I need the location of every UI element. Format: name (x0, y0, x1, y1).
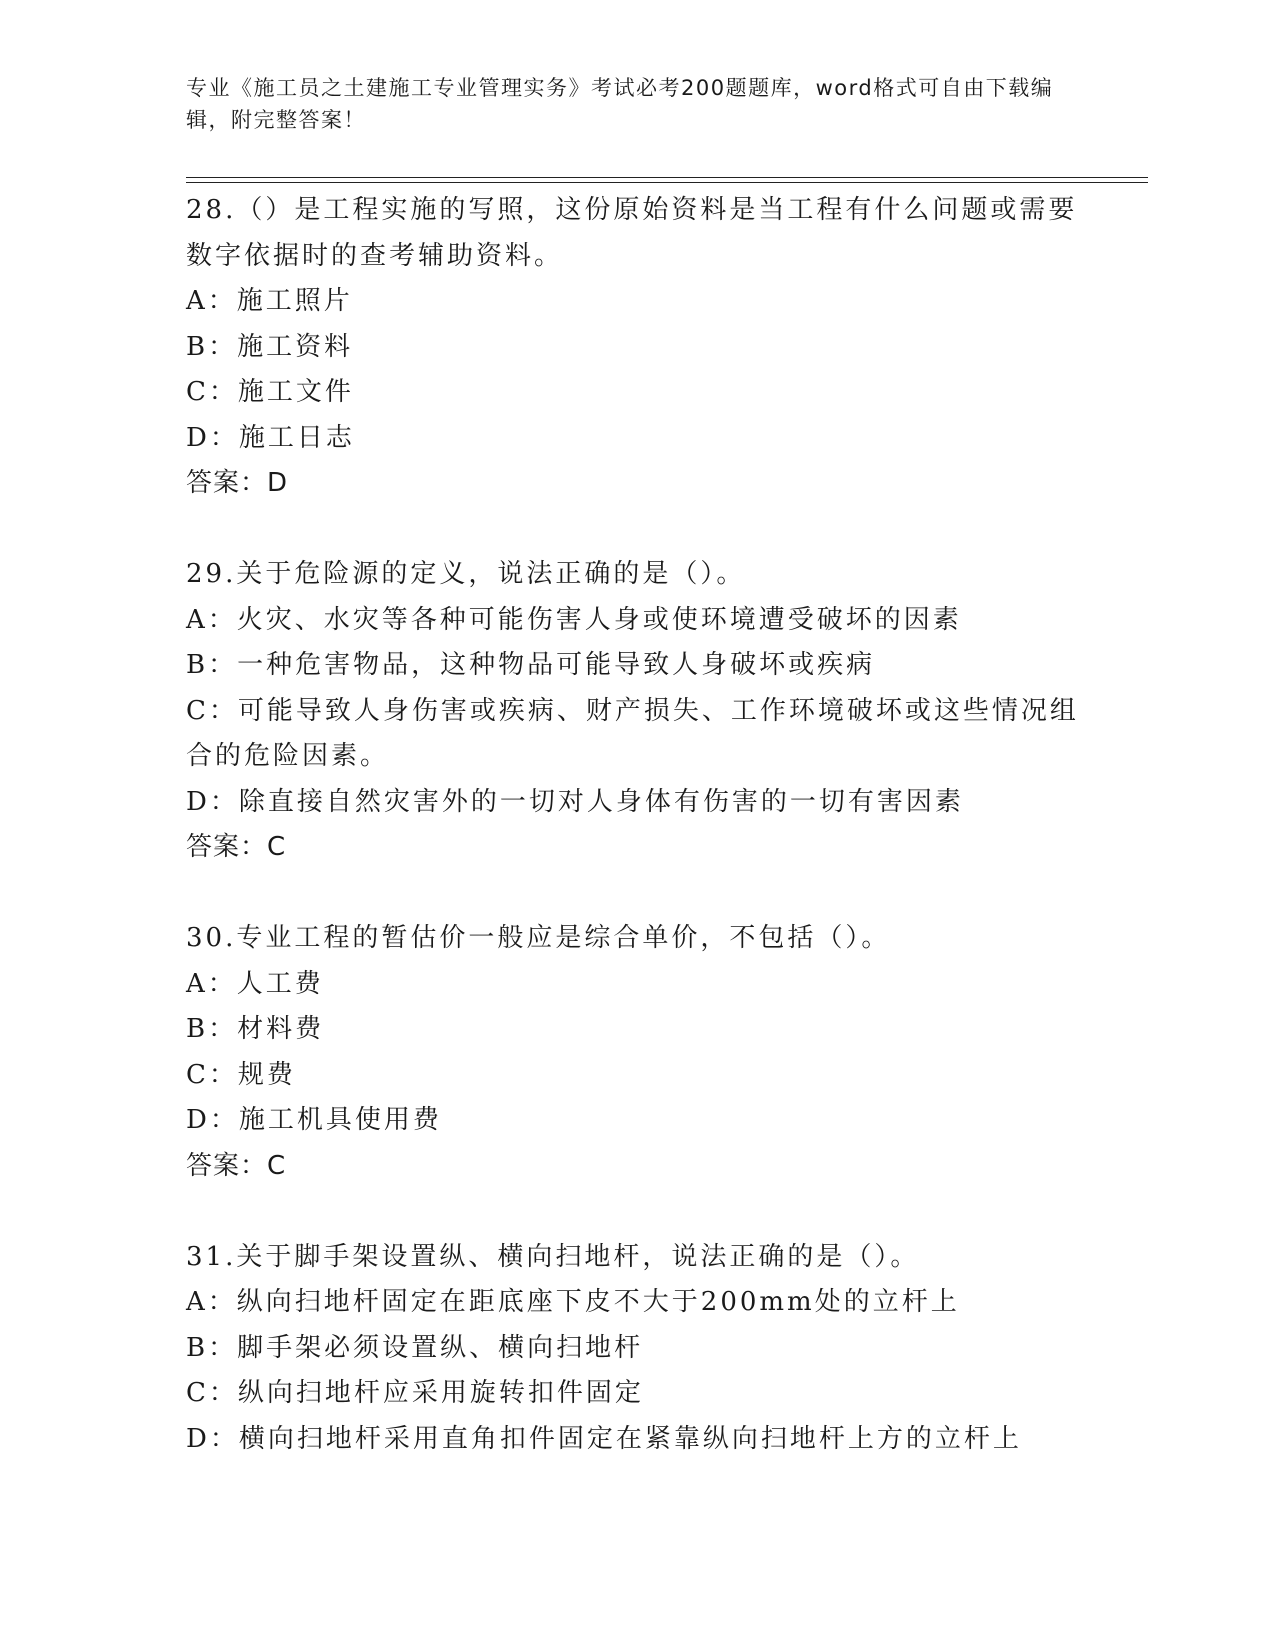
question-stem: 30.专业工程的暂估价一般应是综合单价，不包括（）。 (186, 923, 891, 953)
question-29 (186, 552, 1086, 871)
answer: 答案：D (186, 468, 289, 498)
header-divider-bottom (186, 182, 1148, 183)
question-stem: 31.关于脚手架设置纵、横向扫地杆，说法正确的是（）。 (186, 1241, 920, 1272)
option-d: D：施工机具使用费 (186, 1105, 442, 1135)
question-31 (186, 1235, 1086, 1463)
option-c: C：可能导致人身伤害或疾病、财产损失、工作环境破坏或这些情况组合的危险因素。 (186, 695, 1079, 771)
option-d: D：横向扫地杆采用直角扣件固定在紧靠纵向扫地杆上方的立杆上 (186, 1423, 1022, 1454)
question-28 (186, 188, 1086, 507)
question-list (186, 188, 1086, 1462)
page-header: 专业《施工员之土建施工专业管理实务》考试必考200题题库，word格式可自由下载编辑，附完整答案！ (186, 76, 1054, 132)
spacer (186, 871, 1086, 917)
option-b: B：材料费 (186, 1014, 325, 1044)
question-stem: 29.关于危险源的定义，说法正确的是（）。 (186, 559, 746, 589)
option-b: B：施工资料 (186, 331, 354, 362)
option-b: B：脚手架必须设置纵、横向扫地杆 (186, 1332, 644, 1363)
option-a: A：施工照片 (186, 286, 353, 316)
option-c: C：规费 (186, 1059, 296, 1090)
option-d: D：施工日志 (186, 422, 355, 453)
option-a: A：纵向扫地杆固定在距底座下皮不大于200mm处的立杆上 (186, 1287, 960, 1317)
option-d: D：除直接自然灾害外的一切对人身体有伤害的一切有害因素 (186, 786, 964, 817)
option-c: C：施工文件 (186, 377, 354, 407)
option-a: A：人工费 (186, 968, 324, 999)
header-divider-top (186, 177, 1148, 178)
spacer (186, 1189, 1086, 1235)
answer: 答案：C (186, 832, 287, 862)
answer: 答案：C (186, 1150, 287, 1181)
spacer (186, 507, 1086, 553)
option-c: C：纵向扫地杆应采用旋转扣件固定 (186, 1378, 644, 1408)
question-30 (186, 916, 1086, 1189)
question-stem: 28.（）是工程实施的写照，这份原始资料是当工程有什么问题或需要数字依据时的查考辅助资料。 (186, 195, 1078, 271)
option-b: B：一种危害物品，这种物品可能导致人身破坏或疾病 (186, 650, 876, 680)
option-a: A：火灾、水灾等各种可能伤害人身或使环境遭受破坏的因素 (186, 604, 962, 635)
